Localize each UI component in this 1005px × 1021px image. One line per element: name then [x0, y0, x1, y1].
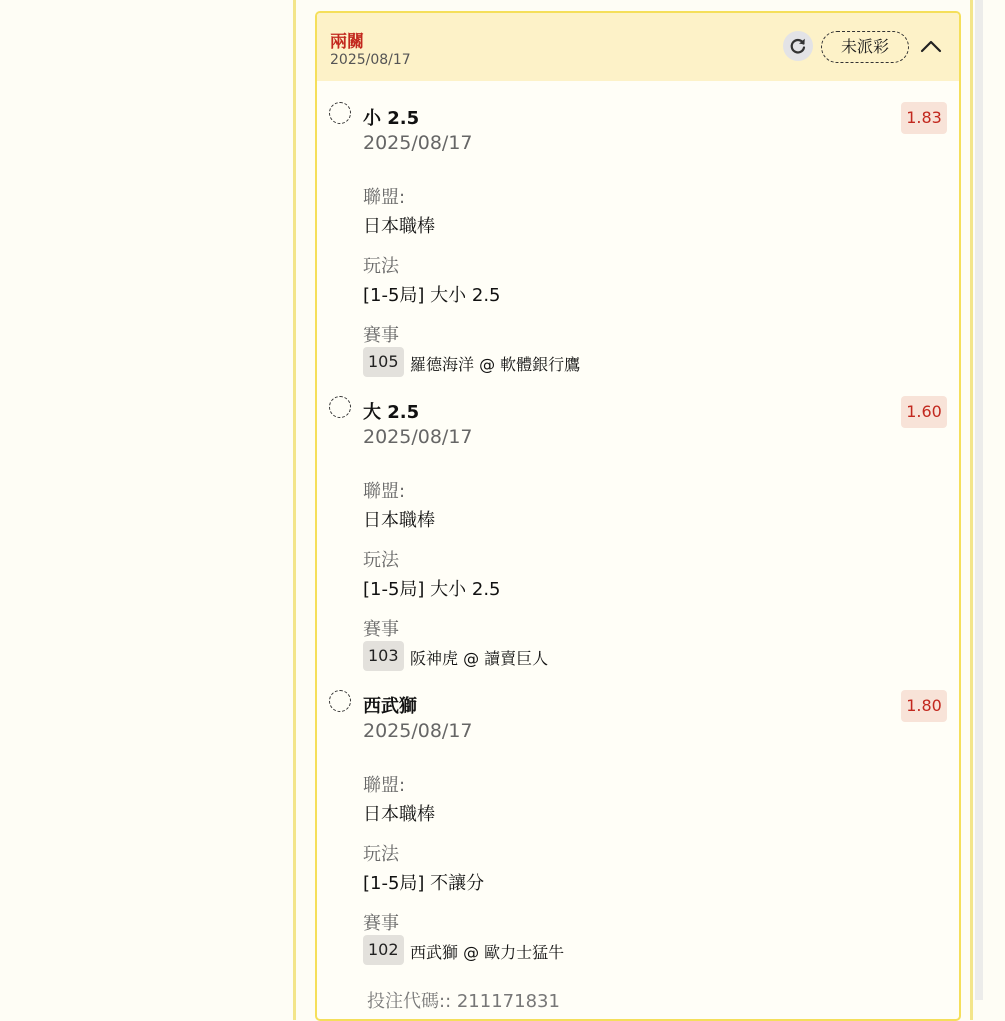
payout-status-badge: 未派彩 — [821, 31, 909, 63]
leg-selection: 西武獅 — [363, 696, 417, 717]
leg-item — [317, 102, 959, 392]
play-label: 玩法 — [363, 550, 399, 571]
scrollbar-track[interactable] — [975, 0, 983, 1000]
odds-badge: 1.80 — [901, 690, 947, 722]
bet-ticket-header[interactable] — [317, 13, 959, 81]
league-value: 日本職棒 — [363, 804, 435, 825]
match-code: 103 — [363, 641, 404, 671]
pending-status-icon — [329, 102, 351, 124]
bet-ticket-card — [315, 11, 961, 1021]
event-label: 賽事 — [363, 325, 399, 346]
leg-item — [317, 690, 959, 980]
match-name: 阪神虎 @ 讀賣巨人 — [410, 649, 549, 668]
pending-status-icon — [329, 690, 351, 712]
event-label: 賽事 — [363, 913, 399, 934]
bet-type-label: 兩關 — [330, 32, 364, 52]
odds-badge: 1.83 — [901, 102, 947, 134]
play-label: 玩法 — [363, 256, 399, 277]
pending-status-icon — [329, 396, 351, 418]
collapse-button[interactable] — [917, 33, 945, 61]
leg-date: 2025/08/17 — [363, 720, 473, 742]
match-code: 105 — [363, 347, 404, 377]
play-label: 玩法 — [363, 844, 399, 865]
leg-date: 2025/08/17 — [363, 426, 473, 448]
leg-item — [317, 396, 959, 686]
refresh-icon — [788, 36, 808, 56]
chevron-up-icon — [917, 33, 945, 61]
leg-date: 2025/08/17 — [363, 132, 473, 154]
match-code: 102 — [363, 935, 404, 965]
event-label: 賽事 — [363, 619, 399, 640]
league-value: 日本職棒 — [363, 510, 435, 531]
bet-date: 2025/08/17 — [330, 52, 411, 68]
league-label: 聯盟: — [363, 187, 406, 208]
league-label: 聯盟: — [363, 775, 406, 796]
match-name: 西武獅 @ 歐力士猛牛 — [410, 943, 565, 962]
bet-code: 投注代碼:: 211171831 — [367, 991, 560, 1012]
leg-selection: 大 2.5 — [363, 402, 420, 423]
play-value: [1-5局] 大小 2.5 — [363, 285, 501, 306]
match-name: 羅德海洋 @ 軟體銀行鷹 — [410, 355, 581, 374]
refresh-button[interactable] — [783, 31, 813, 61]
play-value: [1-5局] 大小 2.5 — [363, 579, 501, 600]
leg-selection: 小 2.5 — [363, 108, 420, 129]
league-label: 聯盟: — [363, 481, 406, 502]
play-value: [1-5局] 不讓分 — [363, 873, 485, 894]
odds-badge: 1.60 — [901, 396, 947, 428]
league-value: 日本職棒 — [363, 216, 435, 237]
